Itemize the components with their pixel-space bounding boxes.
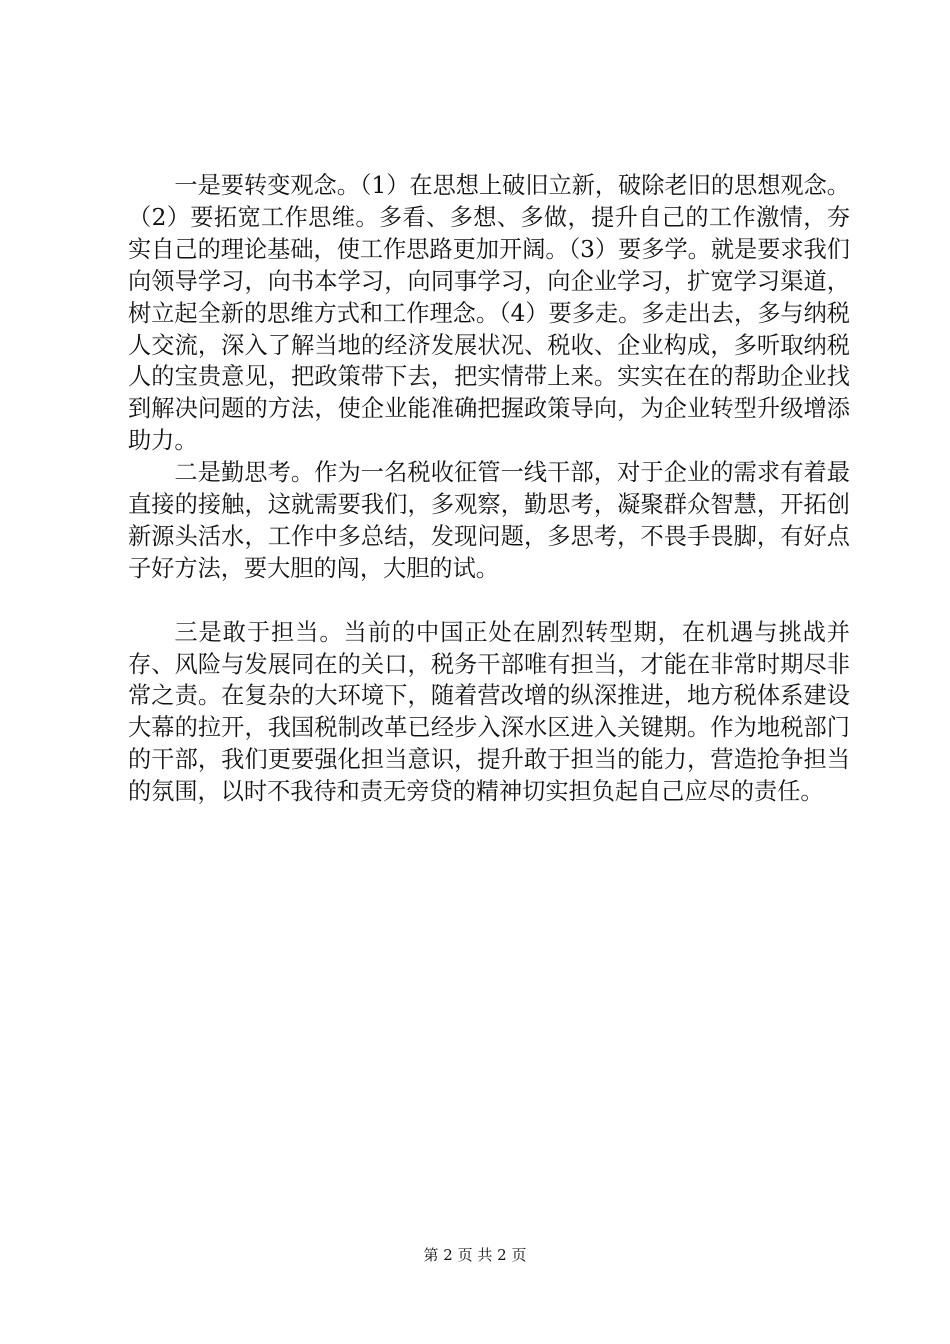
paragraph-3: 三是敢于担当。当前的中国正处在剧烈转型期，在机遇与挑战并存、风险与发展同在的关口，税务干部唯有担当，才能在非常时期尽非常之责。在复杂的大环境下，随着营改增的纵深推进，地方税体系建设大幕的拉开，我国税制改革已经步入深水区进入关键期。作为地税部门的干部，我们更要强化担当意识，提升敢于担当的能力，营造抢争担当的氛围，以时不我待和责无旁贷的精神切实担负起自己应尽的责任。 xyxy=(128,618,850,806)
page-footer: 第 2 页 共 2 页 xyxy=(423,1246,527,1264)
paragraph-1: 一是要转变观念。（1）在思想上破旧立新，破除老旧的思想观念。（2）要拓宽工作思维。多看、多想、多做，提升自己的工作激情，夯实自己的理论基础，使工作思路更加开阔。（3）要多学。就是要求我们向领导学习，向书本学习，向同事学习，向企业学习，扩宽学习渠道，树立起全新的思维方式和工作理念。（4）要多走。多走出去，多与纳税人交流，深入了解当地的经济发展状况、税收、企业构成，多听取纳税人的宝贵意见，把政策带下去，把实情带上来。实实在在的帮助企业找到解决问题的方法，使企业能准确把握政策导向，为企业转型升级增添助力。 xyxy=(128,172,850,455)
document-body xyxy=(128,170,850,808)
paragraph-2: 二是勤思考。作为一名税收征管一线干部，对于企业的需求有着最直接的接触，这就需要我们，多观察，勤思考，凝聚群众智慧，开拓创新源头活水，工作中多总结，发现问题，多思考，不畏手畏脚，有好点子好方法，要大胆的闯，大胆的试。 xyxy=(128,459,850,582)
